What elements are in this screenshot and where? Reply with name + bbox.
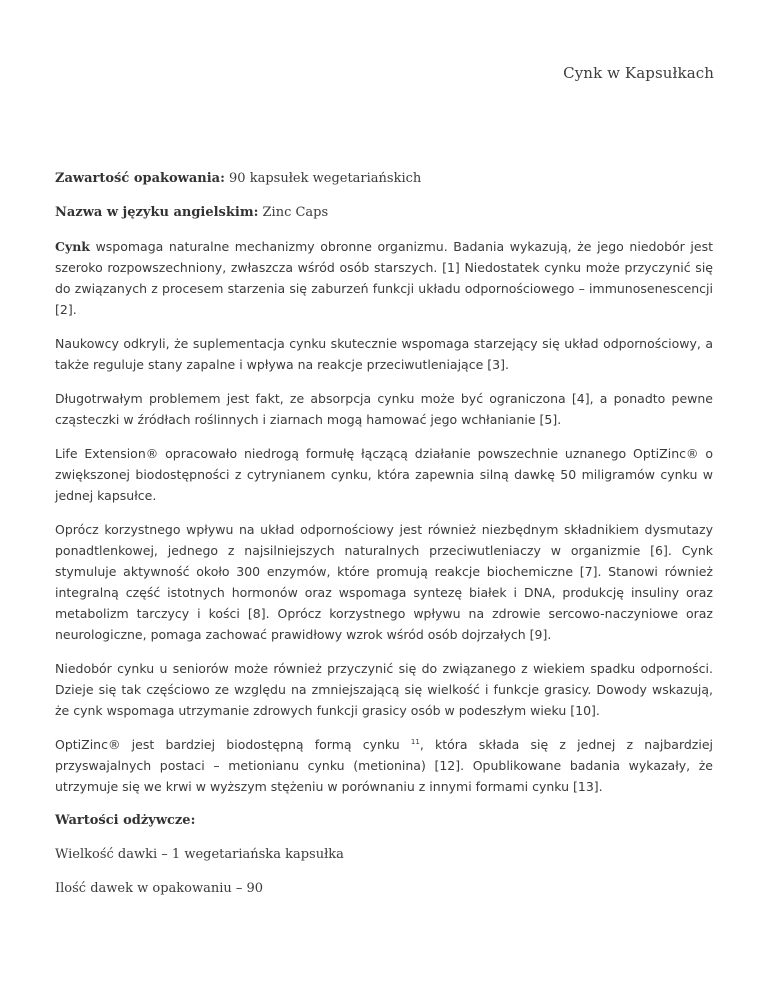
document-body — [55, 168, 713, 912]
nutrition-dose-count: Ilość dawek w opakowaniu – 90 — [55, 881, 264, 896]
package-contents — [55, 168, 713, 189]
nutrition-dose-size: Wielkość dawki – 1 wegetariańska kapsułka — [55, 847, 344, 862]
package-contents-value: 90 kapsułek wegetariańskich — [224, 171, 422, 186]
paragraph-formula: Life Extension® opracowało niedrogą formułę łączącą działanie powszechnie uznanego OptiZinc® o zwiększonej biodostępności z cytrynianem cynku, która zapewnia silną dawkę 50 miligramów cynku w jednej kapsułce. — [55, 446, 713, 503]
paragraph-optizinc-start: OptiZinc® jest bardziej biodostępną formą cynku — [55, 737, 411, 752]
paragraph-intro-bold: Cynk — [55, 239, 90, 254]
paragraph-absorption: Długotrwałym problemem jest fakt, ze absorpcja cynku może być ograniczona [4], a ponadto pewne cząsteczki w źródłach roślinnych i ziarnach mogą hamować jego wchłanianie [5]. — [55, 391, 713, 427]
package-contents-label: Zawartość opakowania: — [55, 171, 225, 186]
paragraph-immune: Naukowcy odkryli, że suplementacja cynku skutecznie wspomaga starzejący się układ odpornościowy, a także reguluje stany zapalne i wpływa na reakcje przeciwutleniające [3]. — [55, 336, 713, 372]
document-header-title: Cynk w Kapsułkach — [563, 64, 714, 82]
paragraph-optizinc — [55, 734, 713, 797]
nutrition-heading-label: Wartości odżywcze: — [55, 813, 196, 828]
paragraph-benefits: Oprócz korzystnego wpływu na układ odpornościowy jest również niezbędnym składnikiem dysmutazy ponadtlenkowej, jednego z najsilniejszych naturalnych przeciwutleniaczy w organizmie [6]. Cynk stymuluje aktywność około 300 enzymów, które promują reakcje biochemiczne [7]. Stanowi również integralną część istotnych hormonów oraz wspomaga syntezę białek i DNA, produkcję insuliny oraz metabolizm tarczycy i kości [8]. Oprócz korzystnego wpływu na zdrowie sercowo-naczyniowe oraz neurologiczne, pomaga zachować prawidłowy wzrok wśród osób dojrzałych [9]. — [55, 522, 713, 642]
nutrition-heading — [55, 810, 713, 831]
english-name-value: Zinc Caps — [258, 205, 329, 220]
paragraph-optizinc-footnote: 11 — [410, 737, 420, 746]
paragraph-optizinc-end: , która składa się z jednej z najbardziej przyswajalnych postaci – metionianu cynku (metionina) [12]. Opublikowane badania wykazały, że utrzymuje się we krwi w wyższym stężeniu w porównaniu z innymi formami cynku [13]. — [55, 737, 713, 794]
paragraph-intro — [55, 236, 713, 320]
english-name-label: Nazwa w języku angielskim: — [55, 205, 259, 220]
paragraph-intro-text: wspomaga naturalne mechanizmy obronne organizmu. Badania wykazują, że jego niedobór jest szeroko rozpowszechniony, zwłaszcza wśród osób starszych. [1] Niedostatek cynku może przyczynić się do związanych z procesem starzenia się zaburzeń funkcji układu odpornościowego – immunosenescencji [2]. — [55, 239, 713, 317]
paragraph-seniors: Niedobór cynku u seniorów może również przyczynić się do związanego z wiekiem spadku odporności. Dzieje się tak częściowo ze względu na zmniejszającą się wielkość i funkcje grasicy. Dowody wskazują, że cynk wspomaga utrzymanie zdrowych funkcji grasicy osób w podeszłym wieku [10]. — [55, 661, 713, 718]
nutrition-facts — [55, 844, 713, 899]
english-name — [55, 202, 713, 223]
